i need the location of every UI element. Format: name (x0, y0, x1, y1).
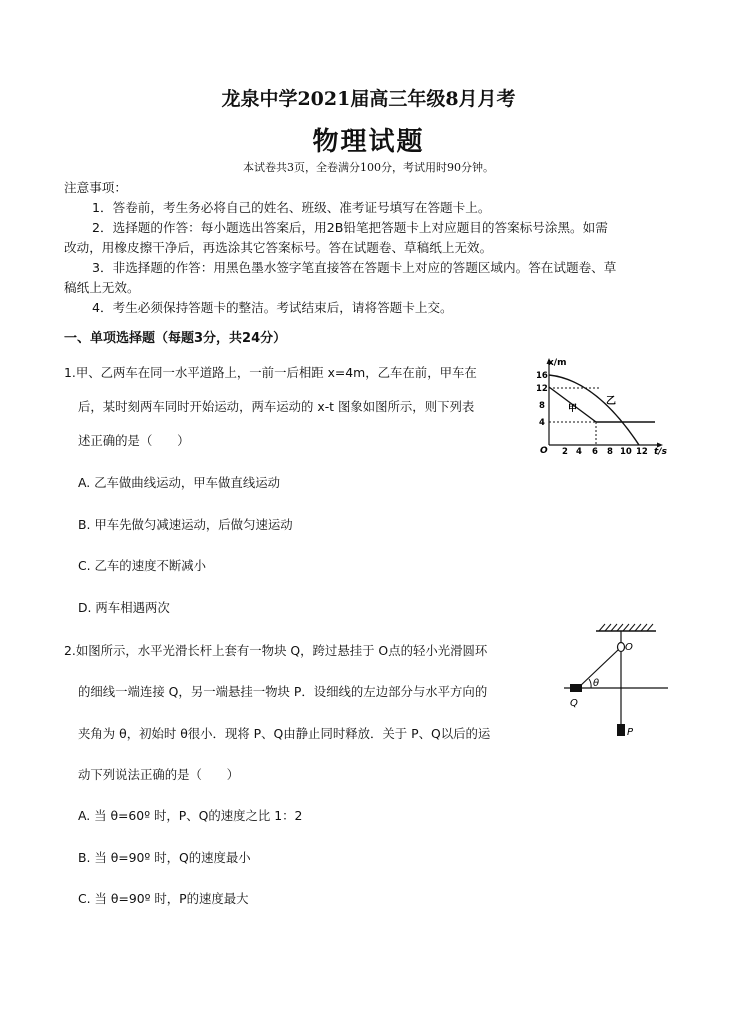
q2-option-b: B. 当 θ=90º 时，Q的速度最小 (78, 850, 251, 865)
q2-option-c: C. 当 θ=90º 时，P的速度最大 (78, 891, 249, 906)
y-tick-8: 8 (539, 401, 545, 411)
x-axis-label: t/s (654, 447, 667, 455)
q2-option-a: A. 当 θ=60º 时，P、Q的速度之比 1：2 (78, 808, 303, 823)
q1-option-a: A. 乙车做曲线运动，甲车做直线运动 (78, 475, 280, 490)
note-line-4: 3．非选择题的作答：用黑色墨水签字笔直接答在答题卡上对应的答题区域内。答在试题卷、草 (92, 260, 617, 275)
ring-icon (618, 643, 625, 652)
x-tick-4: 4 (576, 447, 582, 455)
q1-line-2: 后，某时刻两车同时开始运动，两车运动的 x-t 图象如图所示，则下列表 (78, 399, 475, 414)
x-tick-6: 6 (592, 447, 598, 455)
q2-line-4: 动下列说法正确的是（ ） (78, 767, 240, 782)
q1-line-1: 1.甲、乙两车在同一水平道路上，一前一后相距 x=4m，乙车在前，甲车在 (64, 365, 477, 380)
exam-title: 龙泉中学2021届高三年级8月月考 (221, 88, 516, 110)
q2-line-1: 2.如图所示，水平光滑长杆上套有一物块 Q，跨过悬挂于 O点的轻小光滑圆环 (64, 643, 488, 658)
origin-label: O (540, 446, 548, 455)
q2-line-2: 的细线一端连接 Q，另一端悬挂一物块 P．设细线的左边部分与水平方向的 (78, 684, 488, 699)
note-line-3: 改动，用橡皮擦干净后，再选涂其它答案标号。答在试题卷、草稿纸上无效。 (64, 240, 493, 255)
y-axis-label: x/m (548, 358, 567, 368)
q1-option-b: B. 甲车先做匀减速运动，后做匀速运动 (78, 517, 293, 532)
notes-heading: 注意事项： (64, 180, 127, 195)
label-o: O (625, 642, 633, 653)
q1-line-3: 述正确的是（ ） (78, 433, 190, 448)
subject-title: 物理试题 (312, 127, 425, 157)
label-q: Q (570, 698, 578, 709)
theta-arc (589, 679, 591, 688)
note-line-6: 4．考生必须保持答题卡的整洁。考试结束后，请将答题卡上交。 (92, 300, 453, 315)
exam-subtitle: 本试卷共3页，全卷满分100分，考试用时90分钟。 (243, 161, 494, 174)
label-yi: 乙 (606, 396, 616, 407)
block-q (570, 684, 582, 692)
yi-curve (549, 375, 639, 445)
y-tick-12: 12 (536, 384, 548, 394)
x-tick-10: 10 (620, 447, 632, 455)
x-tick-8: 8 (607, 447, 613, 455)
q1-option-c: C. 乙车的速度不断减小 (78, 558, 207, 573)
x-tick-12: 12 (636, 447, 648, 455)
q2-line-3: 夹角为 θ，初始时 θ很小．现将 P、Q由静止同时释放．关于 P、Q以后的运 (78, 726, 491, 741)
note-line-2: 2．选择题的作答：每小题选出答案后，用2B铅笔把答题卡上对应题目的答案标号涂黑。如需 (92, 220, 608, 235)
note-line-1: 1．答卷前，考生务必将自己的姓名、班级、准考证号填写在答题卡上。 (92, 200, 491, 215)
label-jia: 甲 (568, 404, 578, 414)
label-theta: θ (593, 678, 600, 689)
q2-pulley-figure (560, 622, 675, 742)
x-tick-2: 2 (562, 447, 568, 455)
q1-xt-graph (530, 355, 670, 455)
note-line-5: 稿纸上无效。 (64, 280, 140, 295)
q1-option-d: D. 两车相遇两次 (78, 600, 170, 615)
y-tick-4: 4 (539, 418, 545, 428)
y-tick-16: 16 (536, 371, 548, 381)
section-title: 一、单项选择题（每题3分，共24分） (64, 331, 287, 346)
label-p: P (627, 727, 634, 738)
block-p (617, 724, 625, 736)
